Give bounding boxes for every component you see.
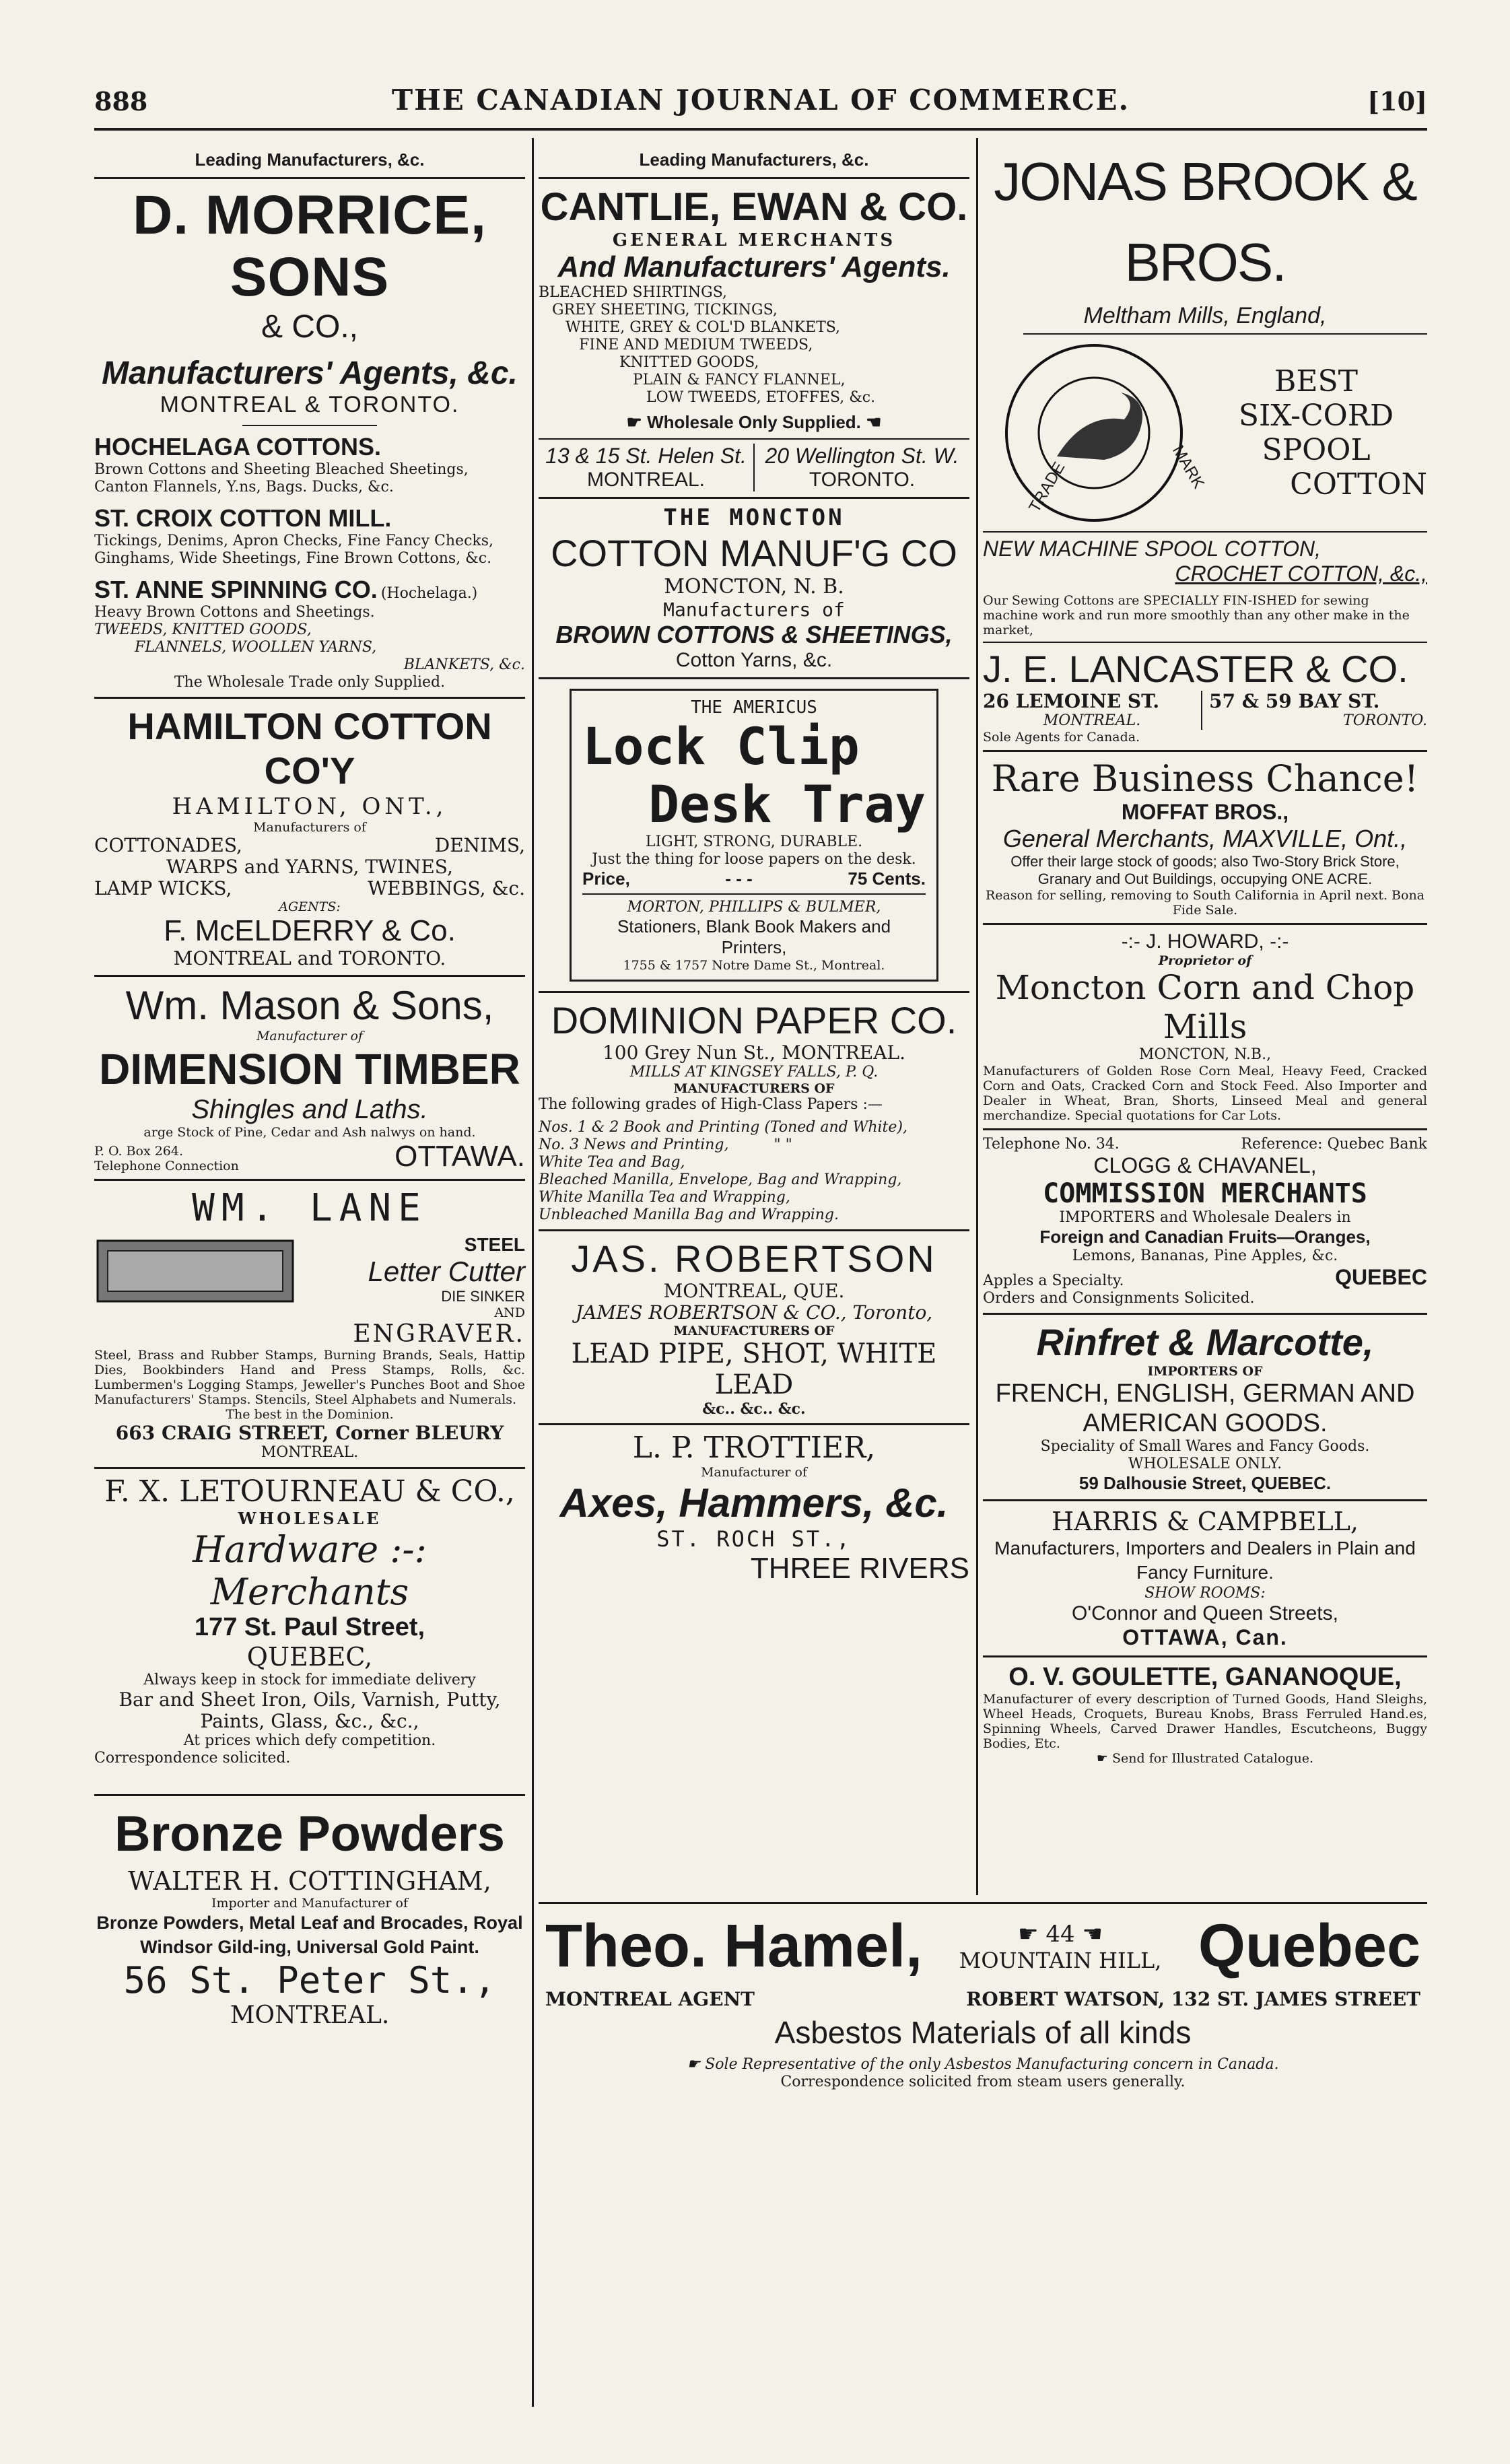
cantlie-l6: PLAIN & FANCY FLANNEL, [633, 372, 846, 388]
hochelaga-text: Brown Cottons and Sheeting Bleached Sheetings, Canton Flannels, Y.ns, Bags. Ducks, &c. [94, 461, 469, 495]
trottier-ad [539, 1431, 969, 1585]
header-rule [94, 128, 1427, 131]
tray-desk: Desk Tray [648, 774, 926, 834]
tweeds-2: FLANNELS, WOOLLEN YARNS, [135, 639, 377, 656]
column-rule-1 [532, 138, 534, 2407]
croix-title: ST. CROIX COTTON MILL. [94, 504, 392, 532]
lane-ad [94, 1186, 525, 1462]
lancaster-c1: MONTREAL. [1043, 712, 1141, 729]
dominion-g1: Nos. 1 & 2 Book and Printing (Toned and White), [539, 1119, 907, 1136]
rinfret-addr: 59 Dalhousie Street, QUEBEC. [1078, 1473, 1332, 1493]
moncton-mfr: Manufacturers of [663, 598, 845, 621]
clogg-ad [983, 1136, 1427, 1307]
harris-street: O'Connor and Queen Streets, [1072, 1602, 1338, 1624]
dominion-g3: White Tea and Bag, [539, 1154, 685, 1171]
howard-name: -:- J. HOWARD, -:- [1121, 930, 1289, 953]
hamel-ad [545, 1912, 1420, 2091]
rinfret-imp: IMPORTERS OF [1147, 1364, 1263, 1379]
pointing-hand-icon-4: ☛ [687, 2056, 701, 2073]
hamel-street: MOUNTAIN HILL, [959, 1947, 1162, 1973]
harris-ad [983, 1507, 1427, 1650]
robertson-goods: LEAD PIPE, SHOT, WHITE LEAD [571, 1338, 937, 1400]
howard-title: Moncton Corn and Chop Mills [995, 968, 1415, 1046]
cantlie-gen: GENERAL MERCHANTS [612, 230, 896, 250]
pointing-hand-left-icon: ☚ [866, 412, 882, 432]
hamilton-l1b: DENIMS, [434, 834, 525, 856]
clogg-foreign: Foreign and Canadian Fruits—Oranges, [1039, 1227, 1371, 1247]
rinfret-spec: Speciality of Small Wares and Fancy Goods. [1040, 1438, 1370, 1455]
moncton-city: MONCTON, N. B. [664, 575, 844, 598]
mason-ad [94, 982, 525, 1173]
hamel-agent: ROBERT WATSON, 132 ST. JAMES STREET [966, 1988, 1420, 2010]
desk-tray-ad: THE AMERICUS Lock Clip Desk Tray LIGHT, STRONG, DURABLE. Just the thing for loose papers on the desk. Price, - - - 75 Cents. MORTON, PHILLIPS & BULMER, Stationers, Blank Book Makers and Printers, 1755 & 1757 Notre Dame St., Montreal. [570, 689, 938, 982]
lane-die: DIE SINKER [441, 1288, 525, 1305]
clogg-tel: Telephone No. 34. [983, 1136, 1120, 1153]
cantlie-l5: KNITTED GOODS, [619, 354, 759, 371]
leading-manufacturers-heading-2: Leading Manufacturers, &c. [639, 149, 869, 170]
bronze-name: WALTER H. COTTINGHAM, [128, 1866, 491, 1896]
hamilton-l2: WARPS and YARNS, TWINES, [166, 856, 453, 878]
morrice-name: D. MORRICE, SONS [133, 184, 487, 308]
clogg-quebec: QUEBEC [1335, 1265, 1427, 1289]
tweeds-3: BLANKETS, &c. [403, 656, 525, 673]
clogg-apples: Apples a Specialty. [983, 1272, 1124, 1289]
mason-sub: Manufacturer of [256, 1029, 364, 1043]
hamel-agent-label: MONTREAL AGENT [545, 1988, 755, 2010]
bronze-sub: Importer and Manufacturer of [211, 1896, 409, 1911]
tray-price-label: Price, [582, 868, 630, 889]
robertson-title: JAS. ROBERTSON [571, 1237, 937, 1280]
cantlie-agents: And Manufacturers' Agents. [557, 250, 951, 283]
bronze-text: Bronze Powders, Metal Leaf and Brocades, Royal Windsor Gild-ing, Universal Gold Paint. [96, 1913, 523, 1957]
cantlie-addr2b: TORONTO. [809, 469, 916, 491]
dominion-grades: The following grades of High-Class Papers :— [539, 1096, 883, 1113]
robertson-mfr: MANUFACTURERS OF [673, 1324, 835, 1338]
lancaster-ad [983, 647, 1427, 745]
tray-maker: MORTON, PHILLIPS & BULMER, [627, 899, 881, 916]
moncton-ad [539, 504, 969, 672]
hamilton-title: HAMILTON COTTON CO'Y [127, 705, 492, 792]
lane-addr-city: MONTREAL. [261, 1444, 359, 1461]
mason-shingles: Shingles and Laths. [191, 1095, 428, 1124]
jonas-crochet: CROCHET COTTON, &c., [1175, 561, 1427, 586]
letourneau-text1: Always keep in stock for immediate delivery [143, 1672, 476, 1688]
tray-lock: Lock Clip [582, 716, 860, 776]
clogg-name: CLOGG & CHAVANEL, [1093, 1153, 1317, 1177]
cantlie-ad [539, 184, 969, 491]
rare-name: MOFFAT BROS., [1121, 800, 1289, 824]
dominion-mfr: MANUFACTURERS OF [673, 1081, 835, 1096]
morrice-ad [94, 184, 525, 691]
hochelaga-title: HOCHELAGA COTTONS. [94, 433, 382, 460]
letourneau-text2: Bar and Sheet Iron, Oils, Varnish, Putty, Paints, Glass, &c., &c., [118, 1688, 501, 1732]
rare-gen: General Merchants, MAXVILLE, Ont., [1002, 825, 1408, 852]
morrice-co: & CO., [261, 309, 359, 345]
rinfret-ws: WHOLESALE ONLY. [1128, 1456, 1282, 1472]
moncton-the: THE MONCTON [663, 504, 845, 531]
cantlie-addr1b: MONTREAL. [586, 469, 706, 491]
letourneau-city: QUEBEC, [246, 1642, 373, 1672]
rinfret-goods: FRENCH, ENGLISH, GERMAN AND AMERICAN GOODS. [995, 1379, 1415, 1437]
hamilton-agent-name: F. McELDERRY & Co. [164, 914, 456, 947]
hamilton-agent-cities: MONTREAL and TORONTO. [173, 947, 446, 969]
hamilton-l3b: WEBBINGS, &c. [368, 877, 525, 899]
tweeds-1: TWEEDS, KNITTED GOODS, [94, 621, 312, 638]
stamp-illustration-icon [94, 1234, 296, 1308]
moncton-yarns: Cotton Yarns, &c. [675, 649, 833, 671]
jonas-new: NEW MACHINE SPOOL COTTON, [983, 537, 1321, 561]
column-1 [94, 141, 525, 2029]
harris-text: Manufacturers, Importers and Dealers in Plain and Fancy Furniture. [994, 1538, 1416, 1583]
jonas-mills: Meltham Mills, England, [1083, 303, 1327, 329]
moncton-title: COTTON MANUF'G CO [551, 532, 957, 574]
column-2 [539, 141, 969, 1585]
anne-title: ST. ANNE SPINNING CO. [94, 576, 378, 603]
letourneau-ad [94, 1474, 525, 1767]
pointing-hand-left-icon-2: ☚ [1082, 1920, 1103, 1948]
cantlie-title: CANTLIE, EWAN & CO. [540, 185, 968, 229]
clogg-orders: Orders and Consignments Solicited. [983, 1290, 1255, 1307]
hamel-top-rule [539, 1902, 1427, 1904]
jonas-trade: TRADE [1025, 458, 1069, 516]
pointing-hand-icon-2: ☛ [1096, 1751, 1108, 1766]
tray-the: THE AMERICUS [691, 697, 817, 718]
jonas-text: Our Sewing Cottons are SPECIALLY FIN-ISHED for sewing machine work and run more smoothly than any other make in the market, [983, 593, 1410, 638]
robertson-ad [539, 1237, 969, 1418]
mason-box: P. O. Box 264. [94, 1144, 184, 1159]
anne-sub: (Hochelaga.) [380, 585, 478, 602]
lancaster-c2: TORONTO. [1343, 712, 1427, 729]
lancaster-a1: 26 LEMOINE ST. [983, 690, 1160, 712]
goulette-title: O. V. GOULETTE, GANANOQUE, [1008, 1663, 1402, 1691]
goulette-send: Send for Illustrated Catalogue. [1112, 1751, 1314, 1766]
letourneau-text3: At prices which defy competition. [183, 1732, 436, 1749]
tray-text: Just the thing for loose papers on the desk. [592, 851, 916, 868]
jonas-spool: SPOOL [1262, 433, 1371, 467]
tray-makers2: Stationers, Blank Book Makers and Printers, [617, 916, 891, 957]
cantlie-wholesale: Wholesale Only Supplied. [647, 412, 861, 432]
rare-text: Offer their large stock of goods; also Two-Story Brick Store, Granary and Out Buildings, occupying ONE ACRE. [1010, 853, 1400, 887]
hamilton-ad [94, 704, 525, 969]
lane-steel: STEEL [464, 1234, 525, 1255]
hamel-name: Theo. Hamel, [545, 1913, 923, 1980]
jonas-title: JONAS BROOK & BROS. [994, 151, 1416, 292]
pointing-hand-icon-3: ☛ [1018, 1920, 1039, 1948]
cantlie-l2: GREY SHEETING, TICKINGS, [552, 302, 778, 318]
jonas-cotton: COTTON [1290, 467, 1427, 502]
dominion-ad [539, 998, 969, 1224]
clogg-imp: IMPORTERS and Wholesale Dealers in [1059, 1209, 1351, 1226]
lane-text: Steel, Brass and Rubber Stamps, Burning Brands, Seals, Hattip Dies, Bookbinders Hand and Press Stamps, Rolls, &c. Lumbermen's Logging Stamps, Jeweller's Punches Boot and Shoe Manufacturers' Stamps. Stencils, Steel Alphabets and Numerals. [94, 1348, 525, 1407]
trottier-city: THREE RIVERS [750, 1552, 969, 1585]
robertson-city: MONTREAL, QUE. [663, 1280, 845, 1302]
clogg-ref: Reference: Quebec Bank [1241, 1136, 1427, 1153]
mason-title: Wm. Mason & Sons, [125, 983, 494, 1028]
dominion-mills: MILLS AT KINGSEY FALLS, P. Q. [629, 1064, 879, 1081]
cantlie-addr2a: 20 Wellington St. W. [765, 444, 959, 468]
hamilton-agents: AGENTS: [279, 899, 341, 914]
hamel-asbestos: Asbestos Materials of all kinds [774, 2015, 1192, 2050]
rinfret-ad [983, 1320, 1427, 1494]
clogg-fruits: Lemons, Bananas, Pine Apples, &c. [1072, 1247, 1338, 1264]
lancaster-a2: 57 & 59 BAY ST. [1209, 690, 1380, 712]
column-rule-2 [976, 138, 978, 1895]
column-3 [983, 141, 1427, 1766]
morrice-cities: MONTREAL & TORONTO. [160, 392, 460, 417]
harris-show: SHOW ROOMS: [1144, 1585, 1266, 1602]
trottier-title: L. P. TROTTIER, [632, 1431, 876, 1465]
tray-addr: 1755 & 1757 Notre Dame St., Montreal. [623, 958, 885, 973]
harris-city: OTTAWA, Can. [1122, 1625, 1288, 1649]
rinfret-title: Rinfret & Marcotte, [1036, 1321, 1374, 1363]
cantlie-l7: LOW TWEEDS, ETOFFES, &c. [646, 389, 876, 406]
lancaster-agents: Sole Agents for Canada. [983, 730, 1140, 745]
lane-engraver: ENGRAVER. [353, 1320, 525, 1348]
page-number: 888 [94, 86, 148, 116]
goulette-ad [983, 1663, 1427, 1766]
hamilton-mfr: Manufacturers of [253, 820, 366, 835]
mason-city: OTTAWA. [394, 1140, 525, 1173]
morrice-wholesale: The Wholesale Trade only Supplied. [174, 674, 446, 691]
pointing-hand-icon: ☛ [626, 412, 642, 432]
moncton-goods: BROWN COTTONS & SHEETINGS, [555, 621, 953, 648]
hamilton-city: HAMILTON, ONT., [172, 793, 448, 820]
cantlie-l1: BLEACHED SHIRTINGS, [539, 284, 728, 301]
dominion-g2q: " " [774, 1136, 792, 1153]
letourneau-title: F. X. LETOURNEAU & CO., [104, 1474, 515, 1509]
howard-ad [983, 930, 1427, 1123]
dominion-title: DOMINION PAPER CO. [551, 999, 957, 1041]
bronze-city: MONTREAL. [230, 2001, 390, 2029]
robertson-etc: &c.. &c.. &c. [702, 1400, 806, 1418]
hamel-city: Quebec [1198, 1913, 1420, 1980]
trottier-axes: Axes, Hammers, &c. [559, 1480, 949, 1526]
clogg-title: COMMISSION MERCHANTS [1043, 1178, 1367, 1209]
dominion-g4: Bleached Manilla, Envelope, Bag and Wrapping, [539, 1171, 902, 1188]
trottier-street: ST. ROCH ST., [656, 1526, 852, 1552]
dominion-g5: White Manilla Tea and Wrapping, [539, 1189, 790, 1206]
harris-title: HARRIS & CAMPBELL, [1051, 1507, 1359, 1536]
letourneau-street: 177 St. Paul Street, [194, 1613, 425, 1641]
leading-manufacturers-heading: Leading Manufacturers, &c. [195, 149, 425, 170]
morrice-agents: Manufacturers' Agents, &c. [102, 355, 518, 391]
lane-best: The best in the Dominion. [226, 1407, 394, 1422]
bronze-title: Bronze Powders [114, 1806, 505, 1861]
jonas-six: SIX-CORD [1238, 399, 1394, 433]
mason-stock: arge Stock of Pine, Cedar and Ash nalwys on hand. [143, 1125, 476, 1140]
goulette-text: Manufacturer of every description of Turned Goods, Hand Sleighs, Wheel Heads, Croquets, Bureau Knobs, Brass Ferruled Hand.es, Spinning Wheels, Carved Drawer Handles, Escutcheons, Buggy Bodies, Etc. [983, 1692, 1427, 1751]
page-header [94, 81, 1427, 121]
lancaster-title: J. E. LANCASTER & CO. [983, 648, 1408, 690]
rare-title: Rare Business Chance! [991, 757, 1419, 800]
journal-title: THE CANADIAN JOURNAL OF COMMERCE. [391, 83, 1130, 116]
hamel-sole: Sole Representative of the only Asbestos Manufacturing concern in Canada. [705, 2056, 1279, 2073]
bronze-addr: 56 St. Peter St., [123, 1959, 496, 2001]
cantlie-addr1a: 13 & 15 St. Helen St. [545, 444, 747, 468]
jonas-best: BEST [1274, 364, 1358, 399]
dominion-g6: Unbleached Manilla Bag and Wrapping. [539, 1206, 839, 1223]
anne-text: Heavy Brown Cottons and Sheetings. [94, 604, 375, 621]
dominion-g2: No. 3 News and Printing, [539, 1136, 729, 1153]
lane-addr: 663 CRAIG STREET, Corner BLEURY [115, 1422, 504, 1444]
cantlie-l3: WHITE, GREY & COL'D BLANKETS, [565, 319, 841, 336]
mason-dim: DIMENSION TIMBER [99, 1045, 520, 1093]
tray-props: LIGHT, STRONG, DURABLE. [645, 833, 863, 850]
hamilton-l3a: LAMP WICKS, [94, 877, 232, 899]
goat-trade-mark-icon [983, 339, 1205, 527]
tray-price: 75 Cents. [848, 868, 926, 889]
jonas-mark: MARK [1169, 442, 1208, 492]
letourneau-wholesale: WHOLESALE [238, 1509, 382, 1528]
croix-text: Tickings, Denims, Apron Checks, Fine Fancy Checks, Ginghams, Wide Sheetings, Fine Brown Cottons, &c. [94, 533, 494, 567]
mason-tel: Telephone Connection [94, 1159, 239, 1173]
bronze-ad [94, 1802, 525, 2029]
hamilton-l1a: COTTONADES, [94, 834, 242, 856]
letourneau-hardware: Hardware :-: Merchants [193, 1528, 427, 1613]
lane-and: AND [494, 1305, 525, 1320]
lane-title: WM. LANE [192, 1186, 427, 1230]
hamel-num: 44 [1045, 1920, 1075, 1948]
letourneau-text4: Correspondence solicited. [94, 1750, 291, 1767]
cantlie-l4: FINE AND MEDIUM TWEEDS, [579, 337, 813, 353]
robertson-co: JAMES ROBERTSON & CO., Toronto, [575, 1301, 933, 1324]
hamel-corr: Correspondence solicited from steam users generally. [780, 2074, 1186, 2090]
howard-text: Manufacturers of Golden Rose Corn Meal, Heavy Feed, Cracked Corn and Oats, Cracked Corn and Stock Feed. Also Importer and Dealer in Wheat, Bran, Shorts, Linseed Meal and general merchandize. Special quotations for Car Lots. [983, 1064, 1427, 1123]
trottier-mfr: Manufacturer of [700, 1465, 808, 1480]
issue-number: [10] [1367, 86, 1427, 116]
lane-cutter: Letter Cutter [368, 1256, 525, 1287]
rare-ad [983, 757, 1427, 918]
dominion-addr: 100 Grey Nun St., MONTREAL. [602, 1041, 906, 1064]
howard-city: MONCTON, N.B., [1138, 1046, 1272, 1063]
jonas-ad [983, 141, 1427, 643]
rare-reason: Reason for selling, removing to South California in April next. Bona Fide Sale. [985, 888, 1425, 918]
howard-prop: Proprietor of [1158, 953, 1252, 968]
